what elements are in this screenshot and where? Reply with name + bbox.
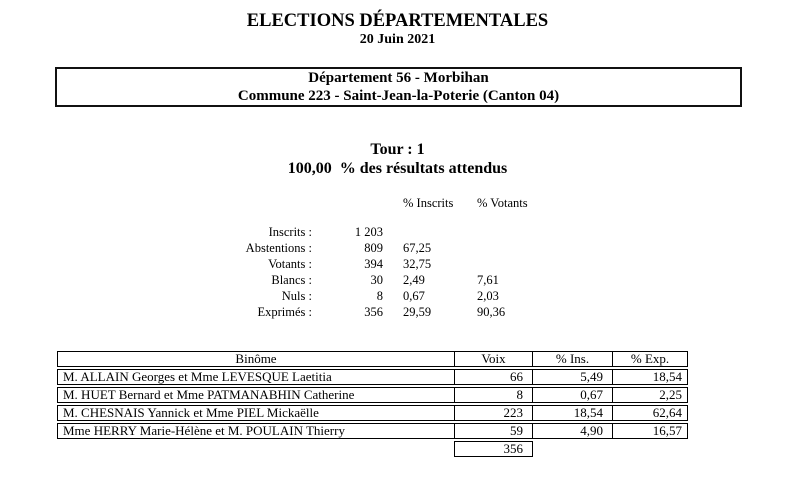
stat-pct-votants-value: 90,36 xyxy=(477,305,506,319)
stat-row xyxy=(0,272,795,288)
voix-cell: 8 xyxy=(454,388,532,402)
binome-cell: M. HUET Bernard et Mme PATMANABHIN Catherine xyxy=(63,388,355,402)
stat-count-value: 809 xyxy=(364,241,383,255)
stat-row xyxy=(0,224,795,240)
pct-ins-cell: 4,90 xyxy=(532,424,612,438)
pct-ins-cell: 0,67 xyxy=(532,388,612,402)
stat-count-value: 1 203 xyxy=(354,225,383,239)
stat-row xyxy=(0,288,795,304)
results-progress-label: 100,00 % des résultats attendus xyxy=(287,160,508,177)
tour-label: Tour : 1 xyxy=(370,141,425,158)
stat-row xyxy=(0,240,795,256)
binome-cell: Mme HERRY Marie-Hélène et M. POULAIN Thierry xyxy=(63,424,345,438)
table-row xyxy=(57,405,688,421)
stat-count-value: 356 xyxy=(364,305,383,319)
stat-row xyxy=(0,256,795,272)
stat-label: Blancs : xyxy=(271,273,312,287)
pct-ins-cell: 5,49 xyxy=(532,370,612,384)
stat-label: Inscrits : xyxy=(268,225,312,239)
commune-line: Commune 223 - Saint-Jean-la-Poterie (Canton 04) xyxy=(237,88,560,104)
voix-cell: 66 xyxy=(454,370,532,384)
stat-label: Votants : xyxy=(268,257,312,271)
table-row xyxy=(57,387,688,403)
results-table xyxy=(57,351,688,457)
stat-pct-inscrits-value: 2,49 xyxy=(403,273,425,287)
stat-count-value: 8 xyxy=(376,289,383,303)
stat-pct-inscrits-value: 67,25 xyxy=(403,241,432,255)
binome-cell: M. ALLAIN Georges et Mme LEVESQUE Laetitia xyxy=(63,370,332,384)
total-voix-value: 356 xyxy=(454,441,533,457)
voix-cell: 223 xyxy=(454,406,532,420)
stat-count-value: 394 xyxy=(364,257,383,271)
stat-pct-votants-value: 7,61 xyxy=(477,273,499,287)
stat-pct-inscrits-value: 32,75 xyxy=(403,257,432,271)
pct-votants-column-header: % Votants xyxy=(477,196,528,210)
pct-exp-cell: 16,57 xyxy=(612,424,687,438)
binome-column-header: Binôme xyxy=(235,352,277,366)
voix-column-header: Voix xyxy=(454,352,532,366)
pct-exp-column-header: % Exp. xyxy=(612,352,687,366)
stat-count-value: 30 xyxy=(370,273,383,287)
table-row xyxy=(57,369,688,385)
total-row xyxy=(57,441,688,457)
pct-ins-cell: 18,54 xyxy=(532,406,612,420)
commune-header-box xyxy=(55,67,742,107)
election-date: 20 Juin 2021 xyxy=(359,32,436,47)
pct-ins-column-header: % Ins. xyxy=(532,352,612,366)
binome-cell: M. CHESNAIS Yannick et Mme PIEL Mickaëlle xyxy=(63,406,319,420)
table-row xyxy=(57,423,688,439)
stat-pct-inscrits-value: 29,59 xyxy=(403,305,432,319)
stat-label: Abstentions : xyxy=(245,241,312,255)
stat-pct-votants-value: 2,03 xyxy=(477,289,499,303)
pct-inscrits-column-header: % Inscrits xyxy=(403,196,454,210)
results-table-header-row xyxy=(57,351,688,367)
stat-pct-inscrits-value: 0,67 xyxy=(403,289,425,303)
pct-exp-cell: 18,54 xyxy=(612,370,687,384)
pct-exp-cell: 62,64 xyxy=(612,406,687,420)
stat-label: Exprimés : xyxy=(257,305,312,319)
stat-row xyxy=(0,304,795,320)
stat-label: Nuls : xyxy=(281,289,312,303)
pct-exp-cell: 2,25 xyxy=(612,388,687,402)
departement-line: Département 56 - Morbihan xyxy=(308,70,489,86)
voix-cell: 59 xyxy=(454,424,532,438)
page-title: ELECTIONS DÉPARTEMENTALES xyxy=(246,11,549,31)
